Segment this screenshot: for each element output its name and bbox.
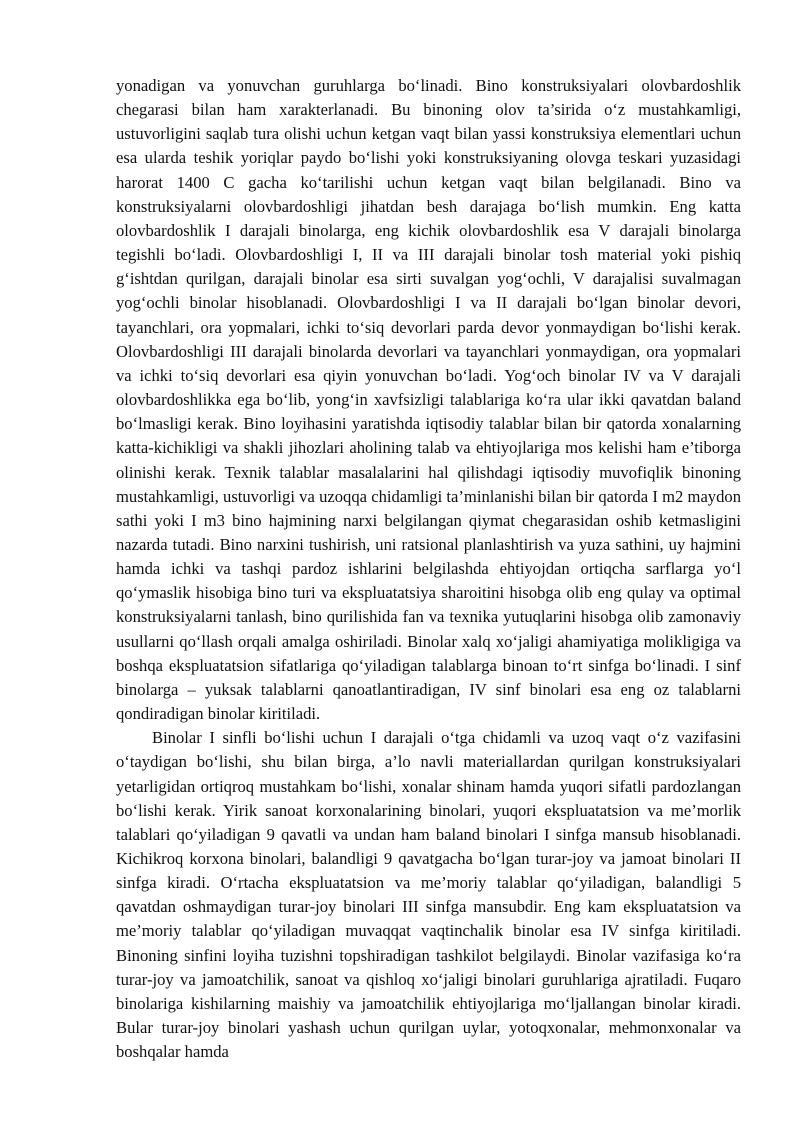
paragraph-1: yonadigan va yonuvchan guruhlarga bo‘linadi. Bino konstruksiyalari olovbardoshlik chegarasi bilan ham xarakterlanadi. Bu binoning olov ta’sirida o‘z mustahkamligi, ustuvorligini saqlab tura olishi uchun ketgan vaqt bilan yassi konstruksiya elementlari uchun esa ularda teshik yoriqlar paydo bo‘lishi yoki konstruksiyaning olovga teskari yuzasidagi harorat 1400 C gacha ko‘tarilishi uchun ketgan vaqt bilan belgilanadi. Bino va konstruksiyalarni olovbardoshligi jihatdan besh darajaga bo‘lish mumkin. Eng katta olovbardoshlik I darajali binolarga, eng kichik olovbardoshlik esa V darajali binolarga tegishli bo‘ladi. Olovbardoshligi I, II va III darajali binolar tosh material yoki pishiq g‘ishtdan qurilgan, darajali binolar esa sirti suvalgan yog‘ochli, V darajalisi suvalmagan yog‘ochli binolar hisoblanadi. Olovbardoshligi I va II darajali bo‘lgan binolar devori, tayanchlari, ora yopmalari, ichki to‘siq devorlari parda devor yonmaydigan bo‘lishi kerak. Olovbardoshligi III darajali binolarda devorlari va tayanchlari yonmaydigan, ora yopmalari va ichki to‘siq devorlari esa qiyin yonuvchan bo‘ladi. Yog‘och binolar IV va V darajali olovbardoshlikka ega bo‘lib, yong‘in xavfsizligi talablariga ko‘ra ular ikki qavatdan baland bo‘lmasligi kerak. Bino loyihasini yaratishda iqtisodiy talablar bilan bir qatorda xonalarning katta-kichikligi va shakli jihozlari aholining talab va ehtiyojlariga mos kelishi ham e’tiborga olinishi kerak. Texnik talablar masalalarini hal qilishdagi iqtisodiy muvofiqlik binoning mustahkamligi, ustuvorligi va uzoqqa chidamligi ta’minlanishi bilan bir qatorda I m2 maydon sathi yoki I m3 bino hajmining narxi belgilangan qiymat chegarasidan oshib ketmasligini nazarda tutadi. Bino narxini tushirish, uni ratsional planlashtirish va yuza sathini, uy hajmini hamda ichki va tashqi pardoz ishlarini belgilashda ehtiyojdan ortiqcha sarflarga yo‘l qo‘ymaslik hisobiga bino turi va ekspluatatsiya sharoitini hisobga olib eng qulay va optimal konstruksiyalarni tanlash, bino qurilishida fan va texnika yutuqlarini hisobga olib zamonaviy usullarni qo‘llash orqali amalga oshiriladi. Binolar xalq xo‘jaligi ahamiyatiga molikligiga va boshqa ekspluatatsion sifatlariga qo‘yiladigan talablarga binoan to‘rt sinfga bo‘linadi. I sinf binolarga – yuksak talablarni qanoatlantiradigan, IV sinf binolari esa eng oz talablarni qondiradigan binolar kiritiladi. — [116, 76, 741, 724]
document-page — [116, 74, 741, 1064]
paragraph-2: Binolar I sinfli bo‘lishi uchun I darajali o‘tga chidamli va uzoq vaqt o‘z vazifasini o‘taydigan bo‘lishi, shu bilan birga, a’lo navli materiallardan qurilgan konstruksiyalari yetarligidan ortiqroq mustahkam bo‘lishi, xonalar shinam hamda yuqori sifatli pardozlangan bo‘lishi kerak. Yirik sanoat korxonalarining binolari, yuqori ekspluatatsion va me’morlik talablari qo‘yiladigan 9 qavatli va undan ham baland binolari I sinfga mansub hisoblanadi. Kichikroq korxona binolari, balandligi 9 qavatgacha bo‘lgan turar-joy va jamoat binolari II sinfga kiradi. O‘rtacha ekspluatatsion va me’moriy talablar qo‘yiladigan, balandligi 5 qavatdan oshmaydigan turar-joy binolari III sinfga mansubdir. Eng kam ekspluatatsion va me’moriy talablar qo‘yiladigan muvaqqat vaqtinchalik binolar esa IV sinfga kiritiladi. Binoning sinfini loyiha tuzishni topshiradigan tashkilot belgilaydi. Binolar vazifasiga ko‘ra turar-joy va jamoatchilik, sanoat va qishloq xo‘jaligi binolari guruhlariga ajratiladi. Fuqaro binolariga kishilarning maishiy va jamoatchilik ehtiyojlariga mo‘ljallangan binolar kiradi. Bular turar-joy binolari yashash uchun qurilgan uylar, yotoqxonalar, mehmonxonalar va boshqalar hamda — [116, 728, 741, 1062]
